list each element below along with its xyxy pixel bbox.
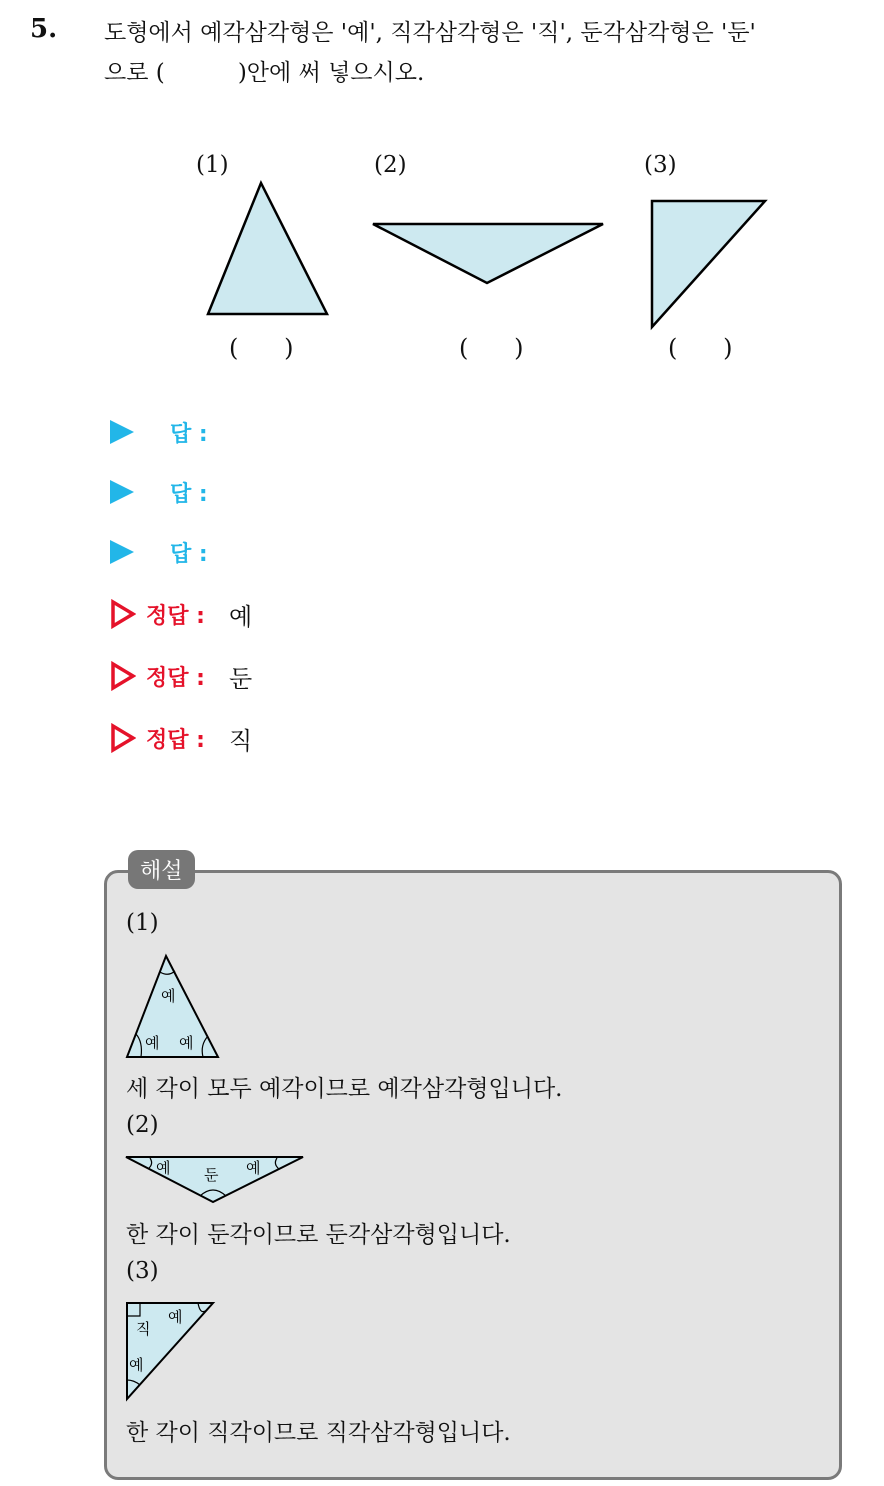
solution-value: 예	[228, 602, 253, 631]
angle-mark: 예	[246, 1159, 261, 1177]
answer-label: 답 :	[170, 421, 208, 447]
play-arrow-icon	[110, 540, 134, 564]
solution-value: 둔	[228, 664, 253, 693]
question-text-line1: 도형에서 예각삼각형은 '예', 직각삼각형은 '직', 둔각삼각형은 '둔'	[104, 20, 756, 46]
outline-arrow-icon	[110, 723, 136, 753]
angle-mark: 예	[156, 1159, 171, 1177]
solution-label: 정답 :	[146, 665, 205, 691]
solution-row-2	[110, 656, 252, 696]
answer-label: 답 :	[170, 481, 208, 507]
angle-mark: 예	[179, 1034, 194, 1052]
angle-mark: 예	[129, 1356, 144, 1374]
explanation-part-1-text: 세 각이 모두 예각이므로 예각삼각형입니다.	[126, 1076, 563, 1102]
figure-3-blank[interactable]: ( )	[668, 334, 733, 362]
explanation-part-1-label: (1)	[126, 910, 159, 936]
answer-label: 답 :	[170, 541, 208, 567]
solution-label: 정답 :	[146, 727, 205, 753]
explanation-right-triangle	[120, 1296, 220, 1406]
answer-row-2[interactable]	[110, 472, 208, 512]
explanation-part-2-text: 한 각이 둔각이므로 둔각삼각형입니다.	[126, 1222, 511, 1248]
solution-value: 직	[228, 726, 253, 755]
outline-arrow-icon	[110, 599, 136, 629]
angle-mark: 둔	[204, 1166, 219, 1184]
explanation-part-3-text: 한 각이 직각이므로 직각삼각형입니다.	[126, 1420, 511, 1446]
angle-mark: 예	[168, 1308, 183, 1326]
solution-label: 정답 :	[146, 603, 205, 629]
question-number: 5.	[30, 14, 58, 44]
answer-row-3[interactable]	[110, 532, 208, 572]
angle-mark: 예	[145, 1034, 160, 1052]
angle-mark: 직	[136, 1320, 151, 1338]
solution-row-3	[110, 718, 252, 758]
right-triangle	[652, 201, 765, 327]
angle-mark: 예	[161, 987, 176, 1005]
explanation-part-2-label: (2)	[126, 1112, 159, 1138]
figure-1-label: (1)	[196, 152, 229, 178]
figure-2-label: (2)	[374, 152, 407, 178]
explanation-part-3-label: (3)	[126, 1258, 159, 1284]
explanation-obtuse-triangle	[120, 1150, 310, 1210]
question-text-line2: 으로 ( )안에 써 넣으시오.	[104, 60, 425, 86]
acute-triangle	[208, 183, 327, 314]
explanation-acute-triangle	[120, 950, 230, 1062]
figure-3-label: (3)	[644, 152, 677, 178]
obtuse-triangle	[373, 224, 603, 283]
solution-row-1	[110, 594, 252, 634]
play-arrow-icon	[110, 420, 134, 444]
play-arrow-icon	[110, 480, 134, 504]
figure-1-blank[interactable]: ( )	[229, 334, 294, 362]
outline-arrow-icon	[110, 661, 136, 691]
explanation-tag: 해설	[128, 850, 195, 889]
figure-2-blank[interactable]: ( )	[459, 334, 524, 362]
question-figures	[0, 0, 884, 340]
answer-row-1[interactable]	[110, 412, 208, 452]
